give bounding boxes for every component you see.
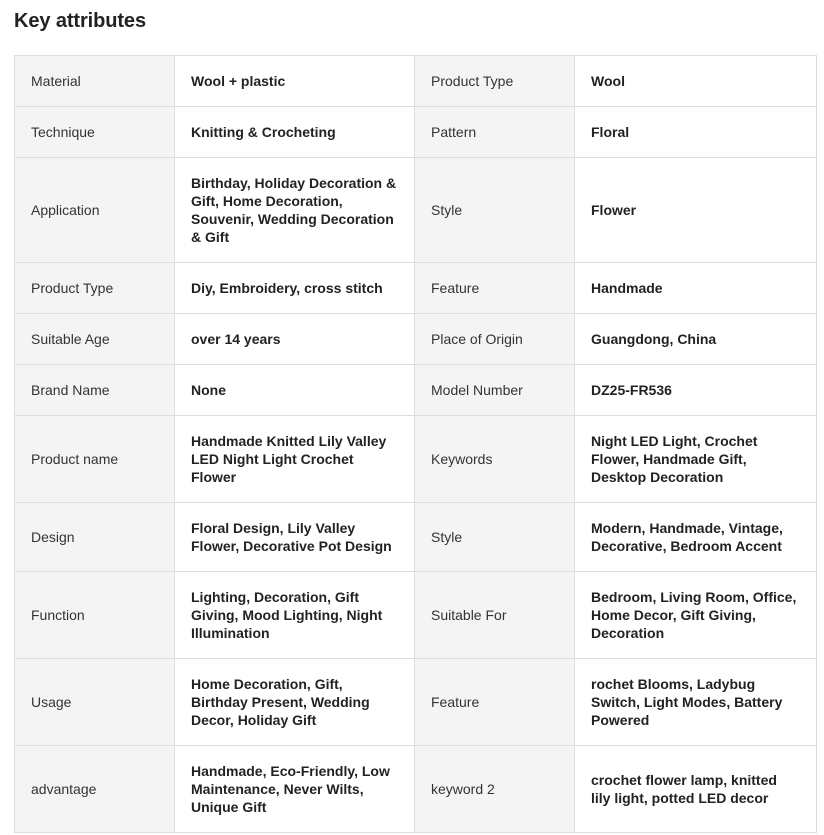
attribute-value: Floral [575,107,817,158]
attribute-key: Pattern [415,107,575,158]
attribute-value: over 14 years [175,314,415,365]
attribute-value: Floral Design, Lily Valley Flower, Decorative Pot Design [175,503,415,572]
attribute-key: Suitable For [415,572,575,659]
table-row [15,158,817,263]
attribute-value: crochet flower lamp, knitted lily light, potted LED decor [575,746,817,833]
attribute-key: Product name [15,416,175,503]
attribute-value: rochet Blooms, Ladybug Switch, Light Modes, Battery Powered [575,659,817,746]
attribute-value: Diy, Embroidery, cross stitch [175,263,415,314]
table-row [15,107,817,158]
attribute-value: Birthday, Holiday Decoration & Gift, Home Decoration, Souvenir, Wedding Decoration & Gift [175,158,415,263]
section-title: Key attributes [14,10,146,32]
attribute-key: Product Type [15,263,175,314]
attribute-value: Handmade Knitted Lily Valley LED Night Light Crochet Flower [175,416,415,503]
attribute-value: None [175,365,415,416]
attribute-key: Usage [15,659,175,746]
attribute-key: Suitable Age [15,314,175,365]
attribute-key: Application [15,158,175,263]
attribute-key: advantage [15,746,175,833]
table-row [15,659,817,746]
attribute-key: Model Number [415,365,575,416]
attribute-key: Brand Name [15,365,175,416]
attribute-value: Knitting & Crocheting [175,107,415,158]
attribute-value: Night LED Light, Crochet Flower, Handmade Gift, Desktop Decoration [575,416,817,503]
attribute-value: Flower [575,158,817,263]
attribute-value: Wool [575,56,817,107]
table-row [15,263,817,314]
attributes-table [14,55,817,833]
attribute-key: Product Type [415,56,575,107]
table-row [15,503,817,572]
table-row [15,746,817,833]
attribute-value: Lighting, Decoration, Gift Giving, Mood Lighting, Night Illumination [175,572,415,659]
table-row [15,365,817,416]
attribute-value: Home Decoration, Gift, Birthday Present, Wedding Decor, Holiday Gift [175,659,415,746]
attribute-key: keyword 2 [415,746,575,833]
attribute-key: Feature [415,659,575,746]
attribute-key: Style [415,158,575,263]
attribute-value: Guangdong, China [575,314,817,365]
table-row [15,572,817,659]
attribute-value: Handmade [575,263,817,314]
attribute-value: Modern, Handmade, Vintage, Decorative, Bedroom Accent [575,503,817,572]
attribute-value: DZ25-FR536 [575,365,817,416]
table-row [15,56,817,107]
attribute-key: Keywords [415,416,575,503]
attribute-key: Function [15,572,175,659]
attribute-key: Design [15,503,175,572]
attribute-value: Wool + plastic [175,56,415,107]
attribute-key: Feature [415,263,575,314]
attribute-key: Place of Origin [415,314,575,365]
attribute-key: Technique [15,107,175,158]
table-row [15,314,817,365]
attribute-value: Handmade, Eco-Friendly, Low Maintenance, Never Wilts, Unique Gift [175,746,415,833]
attribute-key: Style [415,503,575,572]
attribute-key: Material [15,56,175,107]
table-row [15,416,817,503]
attribute-value: Bedroom, Living Room, Office, Home Decor, Gift Giving, Decoration [575,572,817,659]
